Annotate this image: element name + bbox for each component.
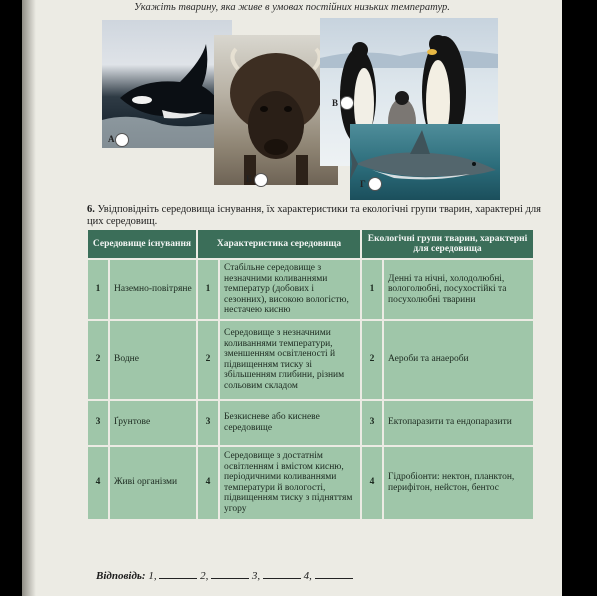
- characteristic-number: 1: [197, 259, 219, 320]
- header-ecological-groups: Екологічні групи тварин, характерні для середовища: [361, 229, 534, 259]
- habitat-cell: Живі організми: [109, 446, 197, 520]
- habitat-cell: Ґрунтове: [109, 400, 197, 446]
- task-text: Увідповідніть середовища існування, їх характеристики та екологічні групи тварин, характерні для цих середовищ.: [87, 204, 541, 227]
- habitat-table: [86, 228, 535, 521]
- answer-circle-a[interactable]: [115, 133, 129, 147]
- header-characteristic: Характеристика середовища: [197, 229, 361, 259]
- habitat-number: 2: [87, 320, 109, 400]
- group-number: 1: [361, 259, 383, 320]
- answer-label: Відповідь:: [96, 570, 146, 582]
- group-cell: Аероби та анаероби: [383, 320, 534, 400]
- orca-illustration: [102, 20, 232, 148]
- group-cell: Ектопаразити та ендопаразити: [383, 400, 534, 446]
- answer-item-4: 4,: [303, 570, 312, 582]
- table-header-row: [87, 229, 534, 259]
- answer-blank-3[interactable]: [263, 568, 301, 579]
- table-row: [87, 320, 534, 400]
- answer-blank-4[interactable]: [315, 568, 353, 579]
- textbook-page: [22, 0, 562, 596]
- header-habitat: Середовище існування: [87, 229, 197, 259]
- habitat-number: 4: [87, 446, 109, 520]
- habitat-number: 3: [87, 400, 109, 446]
- task-instruction: Укажіть тварину, яка живе в умовах постійних низьких температур.: [134, 2, 450, 13]
- answer-item-1: 1,: [148, 570, 157, 582]
- answer-line: [96, 568, 353, 582]
- group-cell: Гідробіонти: нектон, планктон, перифітон, нейстон, бентос: [383, 446, 534, 520]
- page-fold-shadow: [22, 0, 36, 596]
- group-number: 3: [361, 400, 383, 446]
- characteristic-number: 2: [197, 320, 219, 400]
- photo-letter-b: Б: [246, 174, 252, 184]
- answer-item-2: 2,: [200, 570, 209, 582]
- task-6-instruction: [87, 204, 557, 228]
- photo-letter-v: В: [332, 98, 339, 108]
- characteristic-cell: Безкисневе або кисневе середовище: [219, 400, 361, 446]
- characteristic-cell: Стабільне середовище з незначними коливаннями температур (добових і сезонних), високою вологістю, нестачею кисню: [219, 259, 361, 320]
- characteristic-cell: Середовище з незначними коливаннями температури, зменшенням освітленості й підвищенням тиску зі збільшенням глибини, різним сольовим складом: [219, 320, 361, 400]
- group-number: 2: [361, 320, 383, 400]
- characteristic-number: 4: [197, 446, 219, 520]
- answer-circle-v[interactable]: [340, 96, 354, 110]
- answer-item-3: 3,: [251, 570, 261, 582]
- group-cell: Денні та нічні, холодолюбні, вологолюбні, посухостійкі та посухолюбні тварини: [383, 259, 534, 320]
- habitat-cell: Наземно-повітряне: [109, 259, 197, 320]
- answer-circle-g[interactable]: [368, 177, 382, 191]
- group-number: 4: [361, 446, 383, 520]
- answer-blank-1[interactable]: [159, 568, 197, 579]
- table-row: [87, 400, 534, 446]
- table-row: [87, 259, 534, 320]
- habitat-number: 1: [87, 259, 109, 320]
- answer-circle-b[interactable]: [254, 173, 268, 187]
- photo-letter-g: Г: [360, 179, 366, 189]
- photo-orca: [102, 20, 232, 148]
- characteristic-cell: Середовище з достатнім освітленням і вмістом кисню, періодичними коливаннями температури й вологості, підвищенням тиску з підняттям угору: [219, 446, 361, 520]
- photo-letter-a: А: [108, 134, 115, 144]
- characteristic-number: 3: [197, 400, 219, 446]
- table-row: [87, 446, 534, 520]
- habitat-cell: Водне: [109, 320, 197, 400]
- task-number: 6.: [87, 204, 95, 215]
- answer-blank-2[interactable]: [211, 568, 249, 579]
